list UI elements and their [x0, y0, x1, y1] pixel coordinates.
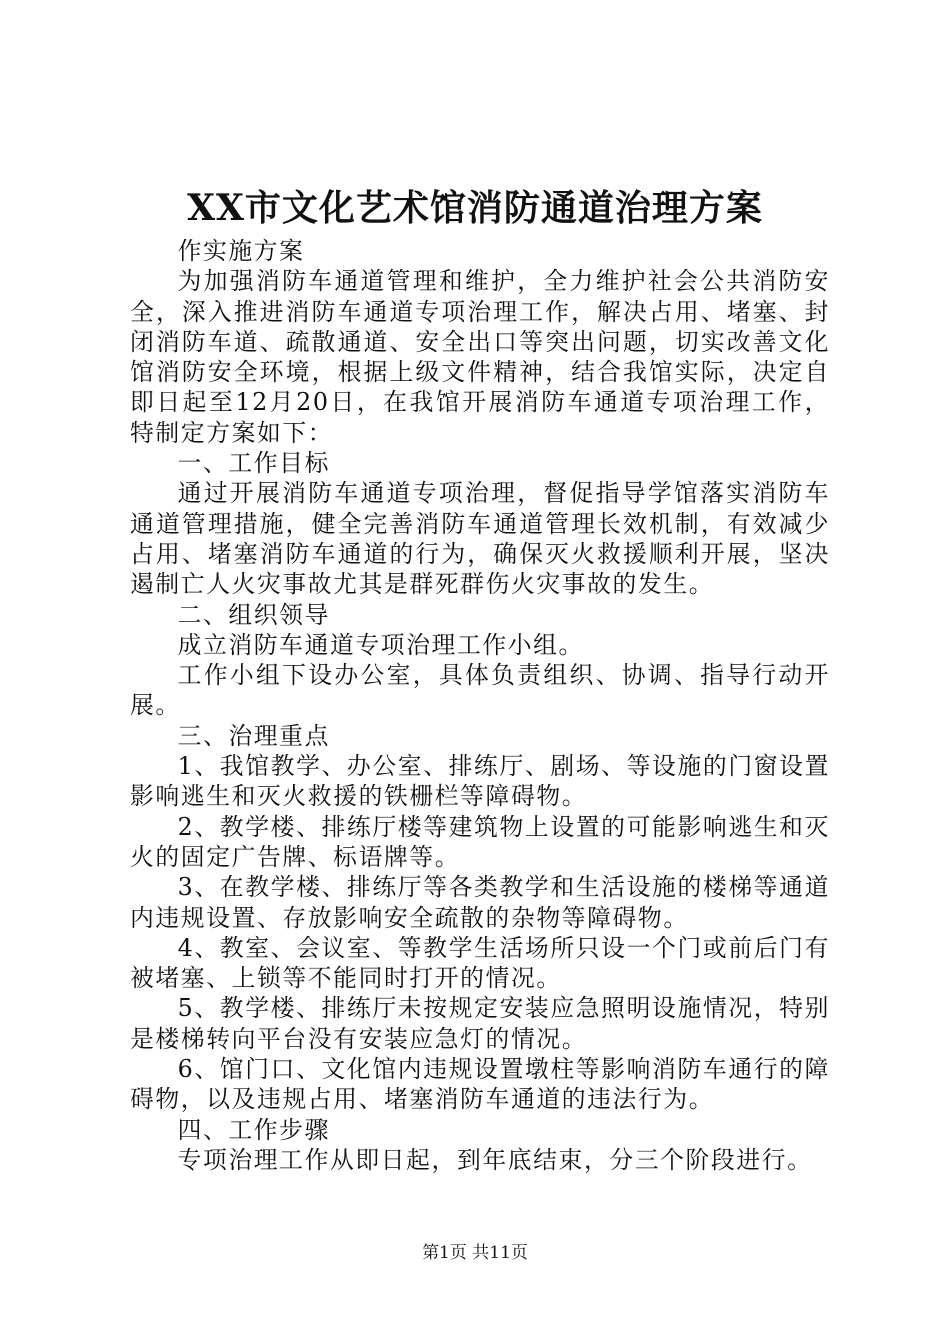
focus-item-3: 3、在教学楼、排练厅等各类教学和生活设施的楼梯等通道内违规设置、存放影响安全疏散的杂物等障碍物。	[130, 873, 830, 932]
section-heading-steps: 四、工作步骤	[177, 1115, 330, 1144]
paragraph-intro: 为加强消防车通道管理和维护，全力维护社会公共消防安全，深入推进消防车通道专项治理工作，解决占用、堵塞、封闭消防车道、疏散通道、安全出口等突出问题，切实改善文化馆消防安全环境，根据上级文件精神，结合我馆实际，决定自即日起至12月20日，在我馆开展消防车通道专项治理工作，特制定方案如下：	[130, 267, 830, 447]
paragraph-organization-1: 成立消防车通道专项治理工作小组。	[177, 630, 584, 659]
focus-item-1: 1、我馆教学、办公室、排练厅、剧场、等设施的门窗设置影响逃生和灭火救援的铁栅栏等障碍物。	[130, 752, 830, 811]
focus-item-2: 2、教学楼、排练厅楼等建筑物上设置的可能影响逃生和灭火的固定广告牌、标语牌等。	[130, 812, 830, 871]
paragraph-goals: 通过开展消防车通道专项治理，督促指导学馆落实消防车通道管理措施，健全完善消防车通道管理长效机制，有效减少占用、堵塞消防车通道的行为，确保灭火救援顺利开展，坚决遏制亡人火灾事故尤其是群死群伤火灾事故的发生。	[130, 479, 830, 599]
paragraph-steps: 专项治理工作从即日起，到年底结束，分三个阶段进行。	[177, 1145, 813, 1174]
document-body	[130, 236, 830, 1175]
section-heading-focus: 三、治理重点	[177, 721, 330, 750]
page-number-footer: 第1页 共11页	[422, 1243, 528, 1263]
focus-item-4: 4、教室、会议室、等教学生活场所只设一个门或前后门有被堵塞、上锁等不能同时打开的情况。	[130, 933, 830, 993]
focus-item-6: 6、馆门口、文化馆内违规设置墩柱等影响消防车通行的障碍物，以及违规占用、堵塞消防车通道的违法行为。	[130, 1055, 830, 1114]
section-heading-organization: 二、组织领导	[177, 600, 330, 629]
focus-item-5: 5、教学楼、排练厅未按规定安装应急照明设施情况，特别是楼梯转向平台没有安装应急灯的情况。	[130, 994, 830, 1053]
paragraph-organization-2: 工作小组下设办公室，具体负责组织、协调、指导行动开展。	[130, 661, 830, 720]
section-heading-goals: 一、工作目标	[177, 449, 330, 478]
document-title: XX市文化艺术馆消防通道治理方案	[187, 187, 763, 229]
paragraph-intro-heading: 作实施方案	[177, 237, 305, 265]
